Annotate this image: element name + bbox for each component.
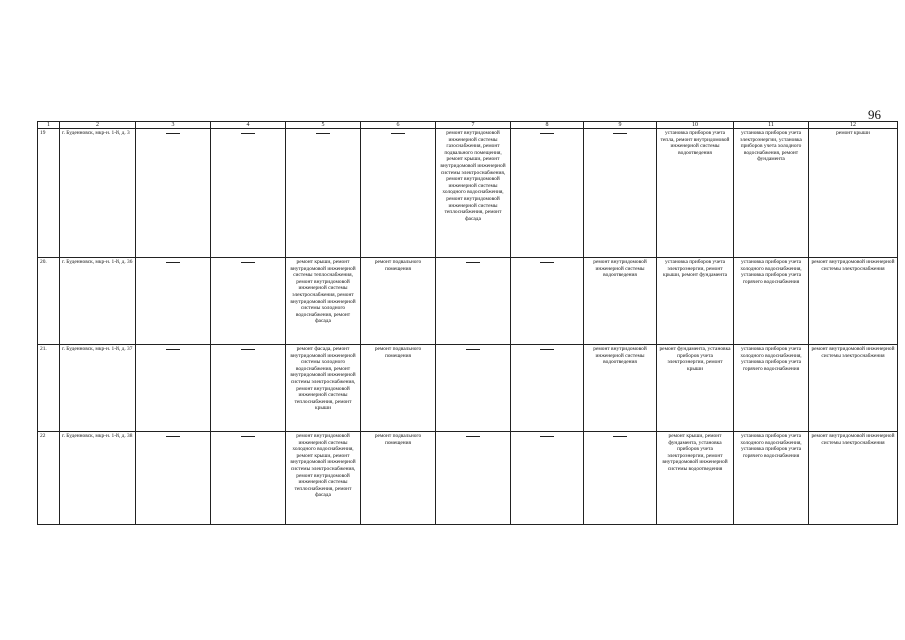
work-cell: ремонт крыши, ремонт фундамента, установка приборов учета электроэнергии, ремонт внутридомовой инженерной системы водоотведения <box>657 432 734 525</box>
dash-cell <box>286 129 361 258</box>
repair-schedule-table <box>37 121 898 525</box>
dash-cell <box>136 345 211 432</box>
column-number-row <box>38 122 898 129</box>
work-cell: ремонт подвального помещения <box>361 345 436 432</box>
address-cell: г. Буденновск, мкр-н. 1-й, д. 3 <box>60 129 136 258</box>
work-cell: установка приборов учета холодного водоснабжения, установка приборов учета горячего водоснабжения <box>734 258 809 345</box>
dash-mark <box>391 133 405 134</box>
work-cell: установка приборов учета холодного водоснабжения, установка приборов учета горячего водоснабжения <box>734 345 809 432</box>
work-cell: ремонт внутридомовой инженерной системы газоснабжения, ремонт подвального помещения, ремонт крыши, ремонт внутридомовой инженерной системы электроснабжения, ремонт внутридомовой инженерной системы холодного водоснабжения, ремонт внутридомовой инженерной системы теплоснабжения, ремонт фасада <box>436 129 511 258</box>
col-header-3: 3 <box>136 122 211 129</box>
dash-mark <box>241 436 255 437</box>
work-cell: установка приборов учета электроэнергии, ремонт крыши, ремонт фундамента <box>657 258 734 345</box>
work-cell: ремонт внутридомовой инженерной системы электроснабжения <box>809 345 898 432</box>
row-number: 21. <box>38 345 60 432</box>
row-number: 19 <box>38 129 60 258</box>
dash-cell <box>584 432 657 525</box>
col-header-10: 10 <box>657 122 734 129</box>
work-cell: ремонт внутридомовой инженерной системы водоотведения <box>584 345 657 432</box>
work-cell: ремонт внутридомовой инженерной системы водоотведения <box>584 258 657 345</box>
dash-mark <box>166 349 180 350</box>
dash-cell <box>361 129 436 258</box>
dash-cell <box>511 345 584 432</box>
page-number: 96 <box>868 107 881 122</box>
table-row <box>38 258 898 345</box>
col-header-9: 9 <box>584 122 657 129</box>
dash-cell <box>211 129 286 258</box>
dash-mark <box>540 349 554 350</box>
dash-cell <box>436 432 511 525</box>
dash-cell <box>136 129 211 258</box>
address-cell: г. Буденновск, мкр-н. 1-й, д. 37 <box>60 345 136 432</box>
dash-mark <box>540 436 554 437</box>
row-number: 20. <box>38 258 60 345</box>
row-number: 22 <box>38 432 60 525</box>
work-cell: установка приборов учета электроэнергии, установка приборов учета холодного водоснабжения, ремонт фундамента <box>734 129 809 258</box>
table-row <box>38 432 898 525</box>
work-cell: ремонт внутридомовой инженерной системы электроснабжения <box>809 432 898 525</box>
dash-cell <box>511 258 584 345</box>
dash-mark <box>241 262 255 263</box>
work-cell: ремонт крыши <box>809 129 898 258</box>
work-cell: ремонт подвального помещения <box>361 258 436 345</box>
col-header-11: 11 <box>734 122 809 129</box>
dash-mark <box>613 133 627 134</box>
dash-mark <box>540 133 554 134</box>
dash-mark <box>466 436 480 437</box>
work-cell: ремонт внутридомовой инженерной системы электроснабжения <box>809 258 898 345</box>
dash-mark <box>166 262 180 263</box>
col-header-4: 4 <box>211 122 286 129</box>
dash-cell <box>436 345 511 432</box>
table-row <box>38 129 898 258</box>
dash-cell <box>211 345 286 432</box>
dash-mark <box>613 436 627 437</box>
dash-cell <box>584 129 657 258</box>
dash-cell <box>436 258 511 345</box>
dash-mark <box>241 133 255 134</box>
dash-cell <box>511 432 584 525</box>
col-header-1: 1 <box>38 122 60 129</box>
col-header-6: 6 <box>361 122 436 129</box>
work-cell: ремонт подвального помещения <box>361 432 436 525</box>
table-row <box>38 345 898 432</box>
dash-mark <box>166 436 180 437</box>
work-cell: ремонт фундамента, установка приборов учета электроэнергии, ремонт крыши <box>657 345 734 432</box>
work-cell: ремонт крыши, ремонт внутридомовой инженерной системы теплоснабжения, ремонт внутридомовой инженерной системы электроснабжения, ремонт внутридомовой инженерной системы холодного водоснабжения, ремонт фасада <box>286 258 361 345</box>
dash-cell <box>211 258 286 345</box>
col-header-12: 12 <box>809 122 898 129</box>
col-header-2: 2 <box>60 122 136 129</box>
dash-cell <box>136 432 211 525</box>
col-header-7: 7 <box>436 122 511 129</box>
dash-mark <box>241 349 255 350</box>
work-cell: установка приборов учета тепла, ремонт внутридомовой инженерной системы водоотведения <box>657 129 734 258</box>
work-cell: установка приборов учета холодного водоснабжения, установка приборов учета горячего водоснабжения <box>734 432 809 525</box>
dash-mark <box>466 349 480 350</box>
dash-mark <box>166 133 180 134</box>
dash-cell <box>136 258 211 345</box>
address-cell: г. Буденновск, мкр-н. 1-й, д. 38 <box>60 432 136 525</box>
dash-mark <box>466 262 480 263</box>
dash-mark <box>540 262 554 263</box>
col-header-5: 5 <box>286 122 361 129</box>
address-cell: г. Буденновск, мкр-н. 1-й, д. 36 <box>60 258 136 345</box>
dash-cell <box>511 129 584 258</box>
col-header-8: 8 <box>511 122 584 129</box>
dash-mark <box>316 133 330 134</box>
work-cell: ремонт фасада, ремонт внутридомовой инженерной системы холодного водоснабжения, ремонт внутридомовой инженерной системы электроснабжения, ремонт внутридомовой инженерной системы теплоснабжения, ремонт крыши <box>286 345 361 432</box>
dash-cell <box>211 432 286 525</box>
work-cell: ремонт внутридомовой инженерной системы холодного водоснабжения, ремонт крыши, ремонт внутридомовой инженерной системы электроснабжения, ремонт внутридомовой инженерной системы теплоснабжения, ремонт фасада <box>286 432 361 525</box>
